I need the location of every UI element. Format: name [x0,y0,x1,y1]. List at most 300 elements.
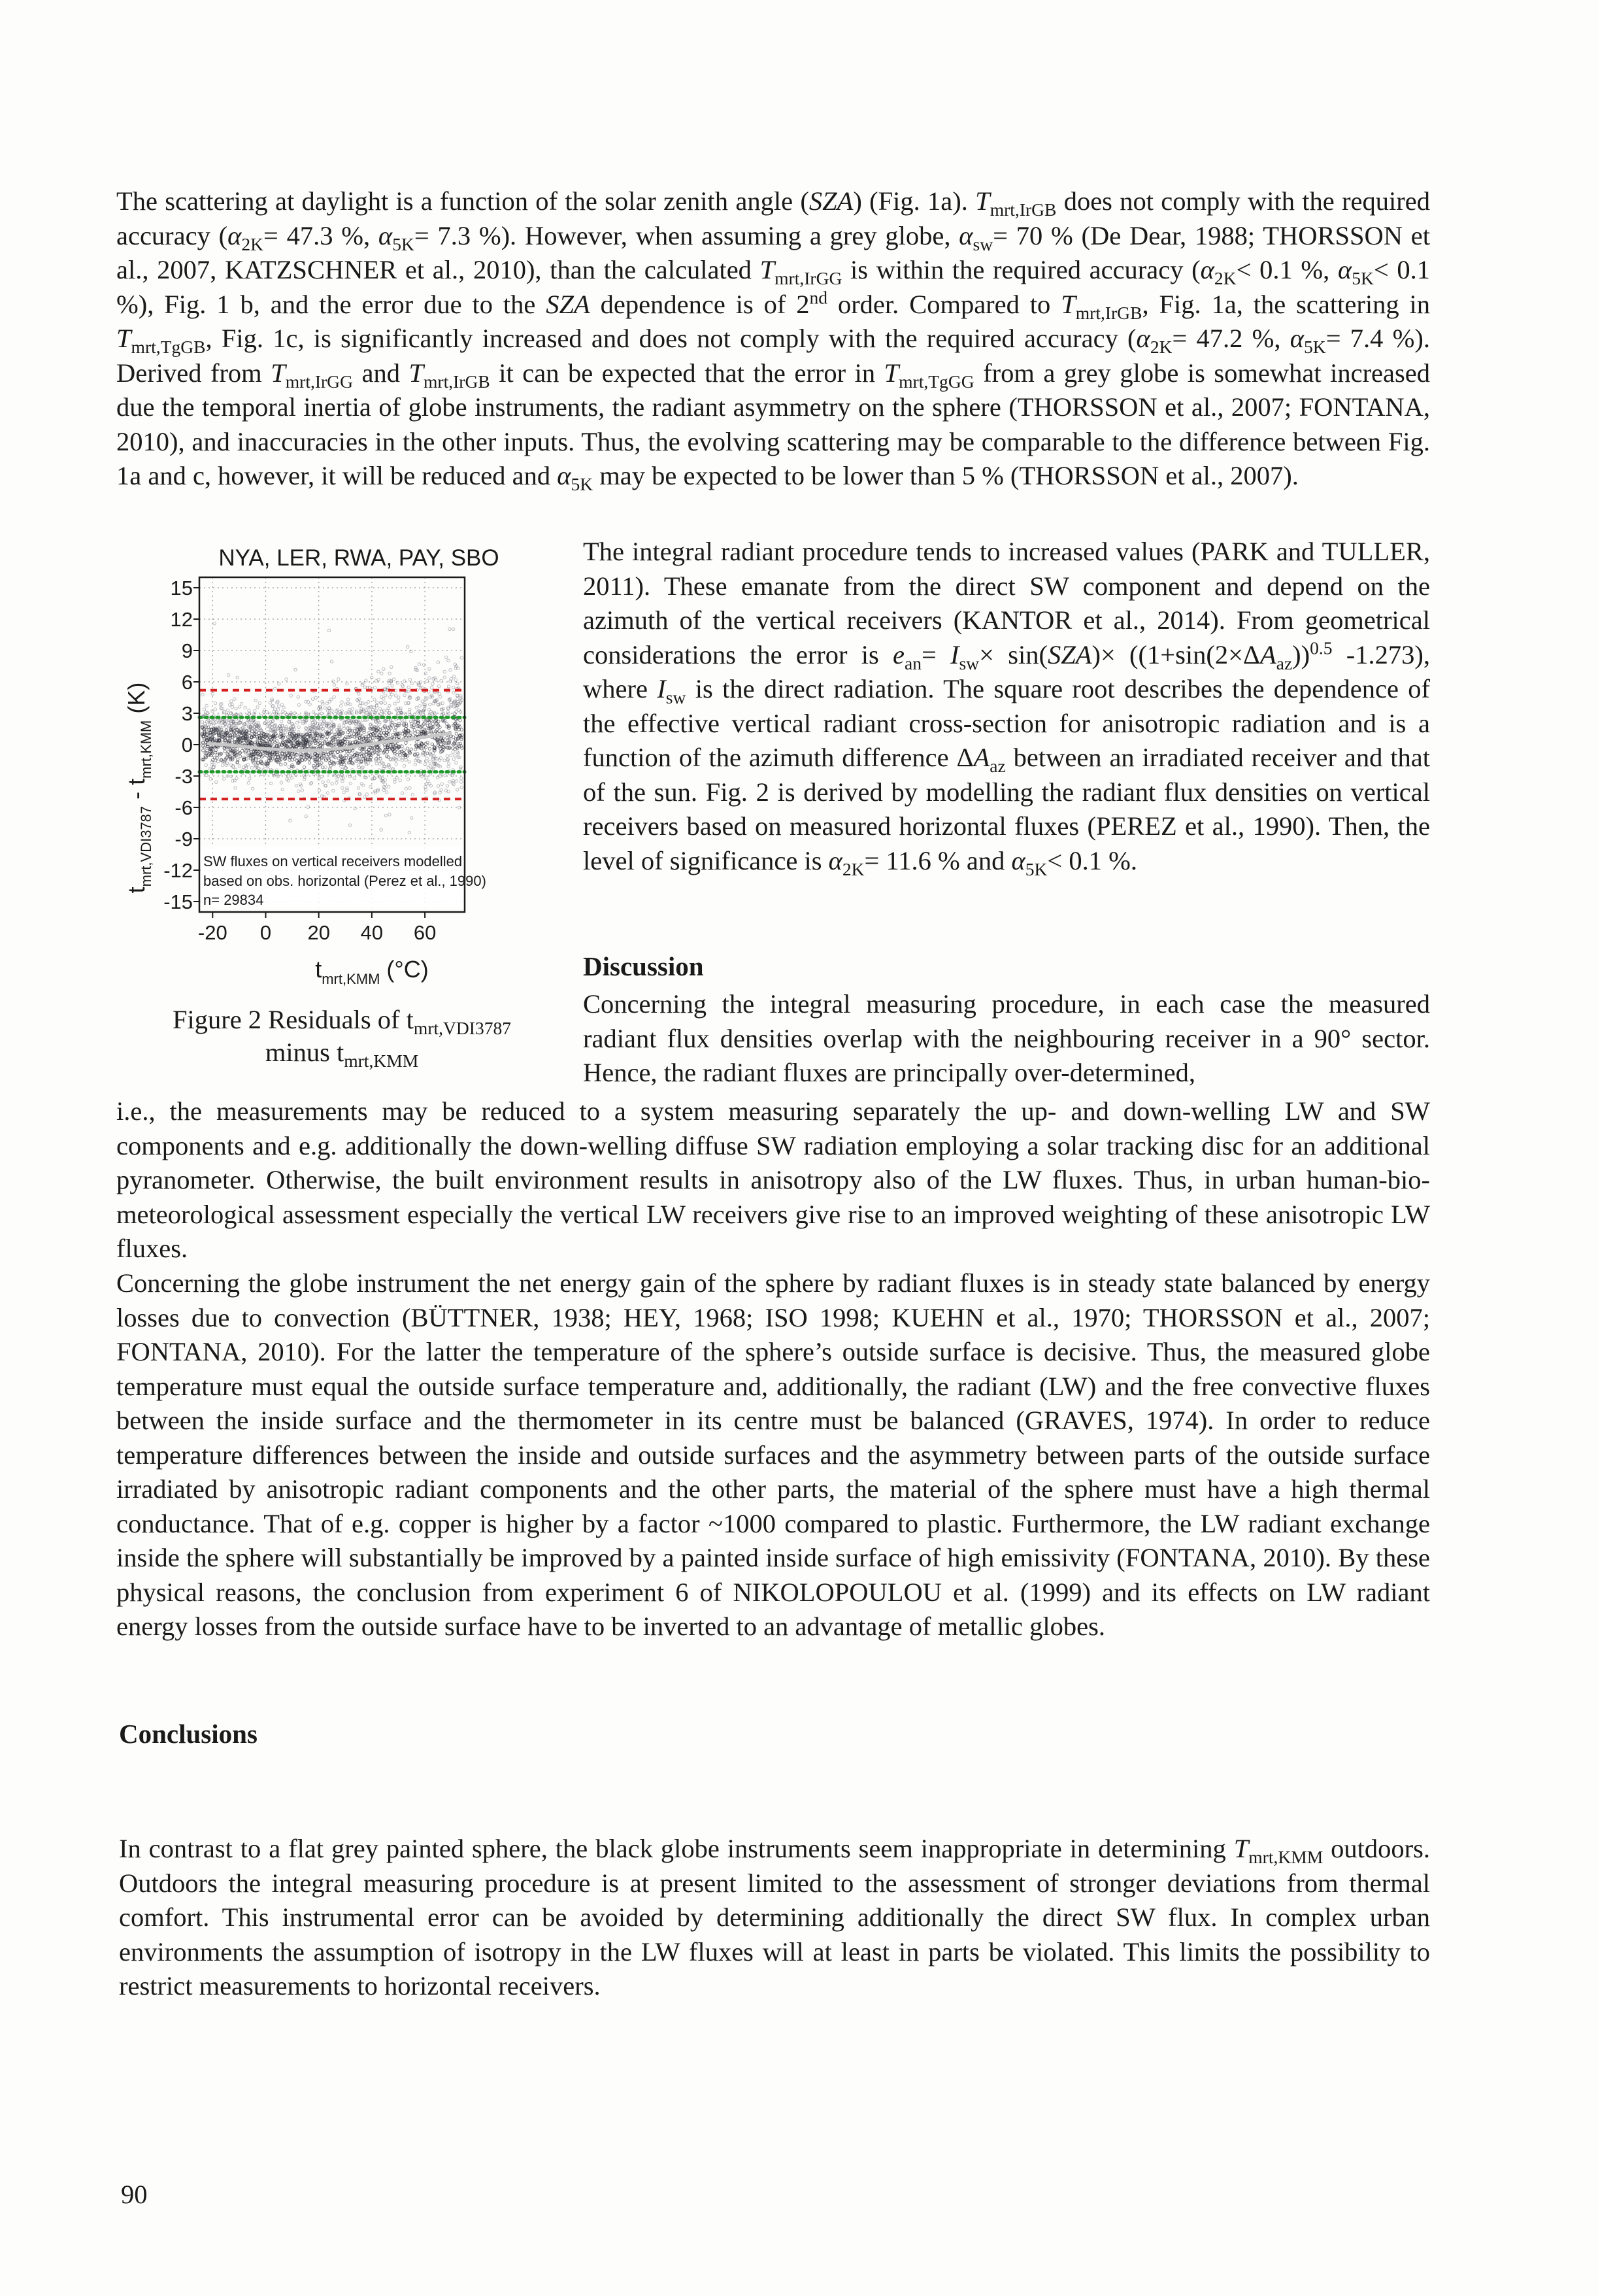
scatter-point [428,667,431,670]
scatter-point [444,789,447,792]
scatter-point [403,719,406,722]
scatter-point [248,709,250,712]
scatter-point [393,729,396,732]
scatter-point [398,758,401,760]
scatter-point [332,680,335,683]
scatter-point [235,777,238,779]
scatter-point [233,698,236,700]
scatter-point [415,706,418,709]
scatter-point [375,762,378,765]
scatter-point [395,762,397,765]
scatter-point [332,789,335,792]
scatter-point [380,696,383,698]
scatter-point [201,693,204,696]
scatter-point [336,778,339,781]
scatter-point [414,763,416,766]
scatter-point [289,819,291,822]
scatter-point [430,686,433,689]
scatter-point [290,777,293,779]
scatter-point [455,762,458,764]
scatter-point [326,792,329,794]
scatter-point [365,703,367,705]
scatter-point [215,781,218,783]
figure-2-residuals-chart [121,546,578,990]
scatter-point [327,629,330,632]
scatter-point [337,757,340,760]
scatter-point [384,701,386,704]
scatter-point [406,747,408,750]
scatter-point [446,754,448,757]
scatter-point [267,731,269,734]
scatter-point [452,736,455,739]
scatter-point [393,678,395,681]
scatter-point [425,757,428,760]
scatter-point [288,766,290,768]
chart-title: NYA, LER, RWA, PAY, SBO [218,546,499,571]
scatter-point [285,678,288,681]
annotation-line-2: based on obs. horizontal (Perez et al., 1990) [203,873,486,889]
scatter-point [438,685,441,688]
scatter-point [303,766,305,768]
scatter-point [410,748,412,751]
scatter-point [224,750,226,752]
y-tick-label: 9 [181,639,193,662]
heading-discussion: Discussion [583,951,704,981]
scatter-point [214,702,216,705]
scatter-point [236,676,239,679]
scatter-point [346,682,348,684]
scatter-point [428,677,431,679]
scatter-point [353,777,356,779]
y-tick-label: 12 [170,608,193,631]
scatter-point [410,682,413,684]
scatter-point [344,756,347,759]
scatter-point [322,781,324,783]
scatter-point [340,705,342,707]
scatter-point [407,645,409,648]
scatter-point [444,774,446,777]
scatter-point [280,763,282,766]
scatter-point [385,791,388,794]
y-axis-ticks [163,577,199,913]
scatter-point [290,694,292,697]
scatter-point [449,669,452,671]
scatter-point [450,754,452,756]
scatter-point [427,766,429,769]
scatter-point [452,691,455,694]
scatter-point [446,785,448,787]
y-tick-label: -6 [175,796,193,819]
scatter-point [341,786,344,789]
scatter-point [460,656,463,659]
scatter-point [329,755,331,758]
scatter-point [403,680,406,683]
scatter-point [314,696,317,699]
scatter-point [437,661,439,664]
scatter-point [244,706,246,709]
scatter-point [277,705,280,707]
scatter-points [201,622,463,834]
scatter-point [439,696,442,698]
scatter-point [455,780,458,783]
scatter-point [326,735,329,738]
y-tick-label: 6 [181,671,193,694]
scatter-point [408,831,410,834]
scatter-point [281,788,284,790]
scatter-point [227,709,229,711]
scatter-point [425,680,428,683]
scatter-point [377,670,380,673]
scatter-point [284,762,286,765]
scatter-point [348,754,351,756]
scatter-point [429,703,431,705]
scatter-point [424,785,427,788]
scatter-point [330,660,333,663]
scatter-point [443,759,446,762]
scatter-point [294,668,297,671]
scatter-point [280,703,283,706]
scatter-point [285,725,288,728]
scatter-point [418,663,420,666]
scatter-point [324,707,326,709]
scatter-point [448,762,450,765]
scatter-point [394,694,397,697]
scatter-point [456,698,459,700]
scatter-point [413,729,416,732]
scatter-point [408,786,411,789]
scatter-point [428,760,431,763]
scatter-point [401,792,403,794]
scatter-point [414,748,416,751]
scatter-point [234,786,237,789]
scatter-point [395,776,398,779]
scatter-point [377,678,380,681]
scatter-point [280,781,282,784]
scatter-point [250,766,253,769]
scatter-point [320,775,323,778]
scatter-point [320,712,323,715]
scatter-point [337,678,340,681]
scatter-point [263,765,266,768]
y-tick-label: -3 [175,765,193,788]
scatter-point [369,786,372,788]
scatter-point [378,707,381,710]
x-tick-label: 60 [413,921,437,944]
scatter-point [388,813,391,816]
paragraph-scattering: The scattering at daylight is a function of the solar zenith angle (SZA) (Fig. 1a). $T_{mrt,IrGB}$ does not comply with the required accuracy ($\alpha_{2K}= 47.3$ %, $\alpha_{5K}= 7.3$ %). However, when assuming a grey globe, $\alpha_{sw}= 70$ % (De Dear, 1988; THORSSON et al., 2007, KATZSCHNER et al., 2010), than the calculated $T_{mrt,IrGG}$ is within the required accuracy ($\alpha_{2K}< 0.1$ %, $\alpha_{5K}< 0.1$ %), Fig. 1 b, and the error due to the SZA dependence is of 2nd order. Compared to $T_{mrt,IrGB}$, Fig. 1a, the scattering in $T_{mrt,TgGB}$, Fig. 1c, is significantly increased and does not comply with the required accuracy ($\alpha_{2K}= 47.2$ %, $\alpha_{5K}= 7.4$ %). Derived from $T_{mrt,IrGG}$ and $T_{mrt,IrGB}$ it can be expected that the error in $T_{mrt,TgGG}$ from a grey globe is somewhat increased due the temporal inertia of globe instruments, the radiant asymmetry on the sphere (THORSSON et al., 2007; FONTANA, 2010), and inaccuracies in the other inputs. Thus, the evolving scattering may be comparable to the difference between Fig. 1a and c, however, it will be reduced and $\alpha_{5K}$ may be expected to be lower than 5 % (THORSSON et al., 2007). [116,186,1430,495]
scatter-point [454,754,456,757]
scatter-point [297,696,299,698]
scatter-point [305,815,307,817]
scatter-point [396,753,399,756]
y-axis-label: $t_{mrt,VDI3787} - t_{mrt,KMM}$ (K) [123,682,154,894]
scatter-point [203,708,205,711]
scatter-point [424,672,427,675]
scatter-point [373,749,375,751]
scatter-point [203,737,205,740]
scatter-point [407,778,409,781]
scatter-point [205,774,208,777]
scatter-point [241,749,243,752]
scatter-point [390,666,393,668]
scatter-point [431,722,434,725]
scatter-point [403,694,406,696]
scatter-point [399,754,401,756]
y-tick-label: 0 [181,734,193,756]
scatter-point [448,781,451,783]
scatter-point [405,787,407,790]
scatter-point [414,732,416,735]
annotation-line-3: n= 29834 [203,892,264,908]
scatter-point [443,670,446,673]
scatter-point [373,686,376,689]
scatter-point [238,765,241,768]
scatter-point [431,743,433,745]
scatter-point [301,789,303,792]
scatter-point [459,781,462,783]
scatter-point [459,719,461,722]
scatter-point [446,711,449,713]
scatter-point [377,755,380,758]
scatter-point [443,676,446,679]
scatter-point [438,692,441,695]
scatter-point [238,705,241,708]
scatter-point [408,760,410,763]
scatter-point [330,698,333,701]
scatter-point [279,713,282,716]
scatter-point [230,700,233,703]
paragraph-discussion-2: Concerning the globe instrument the net energy gain of the sphere by radiant fluxes is in steady state balanced by energy losses due to convection (BÜTTNER, 1938; HEY, 1968; ISO 1998; KUEHN et al., 1970; THORSSON et al., 2007; FONTANA, 2010). For the latter the temperature of the sphere’s outside surface is decisive. Thus, the measured globe temperature must equal the outside surface temperature and, additionally, the radiant (LW) and the free convective fluxes between the inside surface and the thermometer in its centre must be balanced (GRAVES, 1974). In order to reduce temperature differences between the inside and outside surfaces and the asymmetry between parts of the outside surface irradiated by anisotropic radiant components and the other parts, the material of the sphere must have a high thermal conductance. That of e.g. copper is higher by a factor ~1000 compared to plastic. Furthermore, the LW radiant exchange inside the sphere will substantially be improved by a painted inside surface of high emissivity (FONTANA, 2010). By these physical reasons, the conclusion from experiment 6 of NIKOLOPOULOU et al. (1999) and its effects on LW radiant energy losses from the outside surface have to be inverted to an advantage of metallic globes. [116,1268,1430,1641]
scatter-point [258,701,261,704]
scatter-point [452,758,455,760]
scatter-point [403,764,405,767]
scatter-point [254,709,256,712]
scatter-point [452,686,455,689]
scatter-point [460,777,463,779]
scatter-point [248,777,251,780]
scatter-point [318,789,320,792]
page-number: 90 [121,2180,148,2209]
scatter-point [411,793,414,796]
scatter-point [349,782,352,785]
scatter-point [325,702,328,705]
scatter-point [322,702,324,705]
scatter-point [418,705,421,707]
scatter-point [299,720,301,722]
scatter-point [380,828,382,831]
scatter-point [407,690,409,692]
scatter-point [460,737,463,740]
scatter-point [448,628,451,630]
x-tick-label: 40 [360,921,384,944]
scatter-point [408,679,411,681]
paragraph-conclusions: In contrast to a flat grey painted sphere, the black globe instruments seem inappropriate in determining $T_{mrt,KMM}$ outdoors. Outdoors the integral measuring procedure is at present limited to the assessment of stronger deviations from thermal comfort. This instrumental error can be avoided by determining additionally the direct SW flux. In complex urban environments the assumption of isotropy in the LW fluxes will at least in parts be violated. This limits the possibility to restrict measurements to horizontal receivers. [119,1834,1431,2001]
scatter-point [213,622,216,625]
scatter-point [239,755,241,758]
scatter-point [351,707,354,710]
scatter-point [447,765,450,768]
scatter-point [240,702,242,705]
scatter-point [416,730,419,733]
scatter-point [305,718,308,721]
scatter-point [227,674,229,677]
scatter-point [307,805,309,808]
scatter-point [365,679,367,682]
scatter-point [437,785,439,787]
scatter-point [342,791,345,794]
scatter-point [452,751,454,753]
scatter-point [341,701,343,703]
scatter-point [396,681,399,684]
scatter-point [282,706,285,709]
scatter-point [363,796,366,798]
scatter-point [347,698,350,701]
paragraph-integral-radiant: The integral radiant procedure tends to increased values (PARK and TULLER, 2011). These emanate from the direct SW component and depend on the azimuth of the vertical receivers (KANTOR et al., 2014). From geometrical considerations the error is $e_{an}= I_{sw}\times \sin(SZA)\times ((1+\sin(2\times\Delta A_{az}))^{0.5}$ -1.273), where $I_{sw}$ is the direct radiation. The square root describes the dependence of the effective vertical radiant cross-section for anisotropic radiation and is a function of the azimuth difference $\Delta A_{az}$ between an irradiated receiver and that of the sun. Fig. 2 is derived by modelling the radiant flux densities on vertical receivers based on measured horizontal fluxes (PEREZ et al., 1990). Then, the level of significance is $\alpha_{2K}= 11.6$ % and $\alpha_{5K}< 0.1$ %. [583,537,1431,879]
scatter-point [201,720,203,723]
scatter-point [424,788,427,791]
scatter-point [414,666,417,669]
paragraph-discussion-1-start: Concerning the integral measuring procedure, in each case the measured radiant flux densities overlap with the neighbouring receiver in a 90° sector. Hence, the radiant fluxes are principally over-determined, [583,989,1430,1087]
scatter-point [431,683,434,685]
scatter-point [397,700,399,702]
scatter-point [391,684,393,687]
scatter-point [378,760,380,762]
scatter-point [382,667,385,670]
scatter-point [295,785,297,787]
scatter-point [384,744,386,747]
scatter-point [342,777,344,779]
figure-caption: Figure 2 Residuals of $t_{mrt,VDI3787}$ minus $t_{mrt,KMM}$ [172,1005,512,1072]
scatter-point [216,760,219,763]
scatter-point [365,793,368,796]
paragraph-discussion-1-end: i.e., the measurements may be reduced to a system measuring separately the up- and down-welling LW and SW components and e.g. additionally the down-welling diffuse SW radiation employing a solar tracking disc for an additional pyranometer. Otherwise, the built environment results in anisotropy also of the LW fluxes. Thus, in urban human-bio-meteorological assessment especially the vertical LW receivers give rise to an improved weighting of these anisotropic LW fluxes. [116,1096,1430,1263]
annotation-box [201,847,486,908]
scatter-point [376,701,378,703]
scatter-point [205,764,207,766]
scatter-point [439,791,441,794]
scatter-point [312,711,314,713]
scatter-point [445,656,448,658]
heading-conclusions: Conclusions [119,1719,258,1749]
scatter-point [456,788,459,791]
scatter-point [297,726,300,728]
x-tick-label: -20 [197,921,227,944]
scatter-point [456,683,459,685]
scatter-point [341,780,344,783]
annotation-line-1: SW fluxes on vertical receivers modelled [203,853,463,869]
scatter-point [357,786,359,789]
scatter-point [214,708,216,711]
scatter-point [455,732,458,735]
scatter-point [423,749,425,751]
scatter-point [460,786,463,788]
scatter-point [388,672,391,675]
scatter-point [359,701,362,704]
scatter-point [325,738,327,741]
scatter-point [447,685,450,688]
scatter-point [252,787,254,790]
x-axis-ticks [198,912,436,944]
scatter-point [254,699,257,701]
scatter-point [447,659,450,662]
scatter-point [202,749,205,752]
scatter-point [384,814,387,817]
scatter-point [346,787,348,790]
scatter-point [441,783,443,785]
scatter-point [297,703,300,706]
scatter-point [276,708,279,711]
scatter-point [440,679,442,682]
scatter-point [445,722,448,725]
scatter-point [455,711,458,713]
scatter-point [331,783,333,785]
scatter-point [380,672,383,675]
scatter-point [256,706,259,709]
scatter-point [223,777,225,780]
x-axis-label: $t_{mrt,KMM}$ (°C) [315,956,429,987]
scatter-point [308,762,310,764]
scatter-point [338,724,341,726]
scatter-point [415,741,418,743]
scatter-point [454,679,457,681]
scatter-point [274,687,276,690]
scatter-point [428,747,431,750]
scatter-point [278,683,280,685]
scatter-point [308,703,311,705]
scatter-point [452,628,454,630]
scatter-point [335,781,338,784]
scatter-point [235,707,237,709]
scatter-point [393,702,396,705]
scatter-point [373,698,376,701]
scatter-point [333,696,335,698]
y-tick-label: -15 [163,890,193,913]
scatter-point [221,764,224,766]
scatter-point [345,754,348,756]
y-tick-label: -9 [175,828,193,851]
scatter-point [205,704,208,707]
scatter-point [453,675,456,678]
scatter-point [384,694,386,697]
scatter-point [231,779,234,782]
scatter-point [207,726,209,728]
scatter-point [410,817,413,819]
x-tick-label: 20 [307,921,330,944]
x-tick-label: 0 [259,921,272,944]
scatter-point [297,790,300,792]
scatter-point [333,684,335,686]
scatter-point [397,696,400,699]
y-tick-label: 15 [170,577,193,599]
scatter-point [311,698,314,700]
scatter-point [265,711,268,713]
y-tick-label: 3 [181,702,193,725]
scatter-point [327,780,329,783]
scatter-point [388,785,390,788]
scatter-point [295,721,298,724]
residuals-scatter-plot [121,546,578,990]
scatter-point [269,782,272,785]
y-tick-label: -12 [163,859,193,882]
scatter-point [247,781,250,784]
scatter-point [348,824,351,826]
scatter-point [440,788,442,791]
scatter-point [407,686,410,688]
scatter-point [209,777,212,780]
scatter-point [280,720,282,722]
scatter-point [425,776,427,779]
scatter-point [399,779,401,781]
